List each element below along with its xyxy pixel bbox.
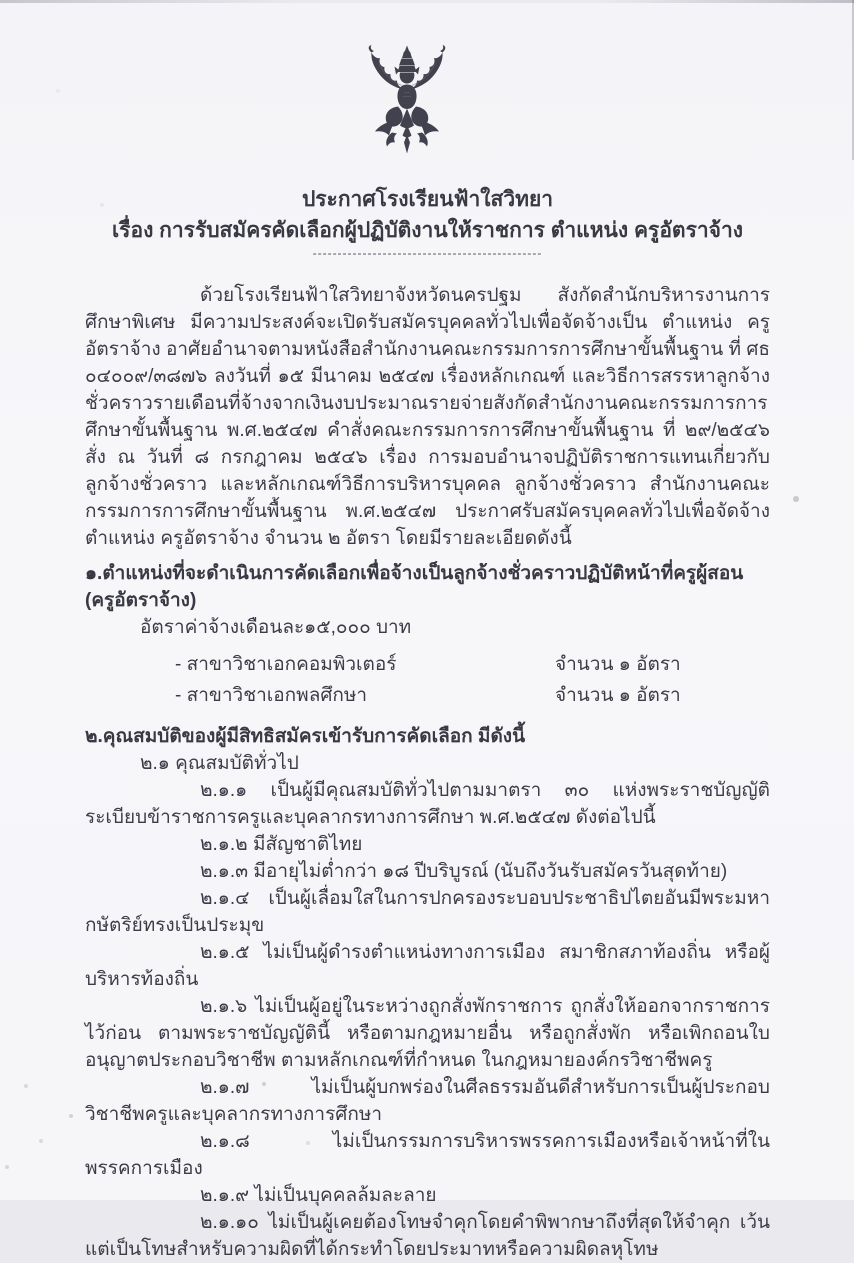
scan-edge-artifact-top	[0, 0, 854, 3]
position-major-label: - สาขาวิชาเอกคอมพิวเตอร์	[175, 654, 397, 675]
qualification-item-2-1-9: ๒.๑.๙ ไม่เป็นบุคคลล้มละลาย	[200, 1185, 437, 1206]
divider-dashes: ----------------------------------------------	[312, 246, 543, 260]
position-row-physical-education	[175, 680, 770, 711]
document-title: ประกาศโรงเรียนฟ้าใสวิทยา	[301, 188, 554, 211]
position-row-computer	[175, 649, 770, 680]
qualification-item-2-1-1: ๒.๑.๑ เป็นผู้มีคุณสมบัติทั่วไปตามมาตรา ๓๐ แห่งพระราชบัญญัติระเบียบข้าราชการครูและบุคลากรทางการศึกษา พ.ศ.๒๕๔๗ ดังต่อไปนี้	[85, 780, 770, 828]
section2-heading: ๒.คุณสมบัติของผู้มีสิทธิสมัครเข้ารับการคัดเลือก มีดังนี้	[85, 726, 526, 747]
intro-paragraph: ด้วยโรงเรียนฟ้าใสวิทยาจังหวัดนครปฐม สังกัดสำนักบริหารงานการศึกษาพิเศษ มีความประสงค์จะเปิดรับสมัครบุคคลทั่วไปเพื่อจัดจ้างเป็น ตำแหน่ง ครูอัตราจ้าง อาศัยอำนาจตามหนังสือสำนักงานคณะกรรมการการศึกษาขั้นพื้นฐาน ที่ ศธ ๐๔๐๐๙/๓๘๗๖ ลงวันที่ ๑๕ มีนาคม ๒๕๔๗ เรื่องหลักเกณฑ์ และวิธีการสรรหาลูกจ้างชั่วคราวรายเดือนที่จ้างจากเงินงบประมาณรายจ่ายสังกัดสำนักงานคณะกรรมการการศึกษาขั้นพื้นฐาน พ.ศ.๒๕๔๗ คำสั่งคณะกรรมการการศึกษาขั้นพื้นฐาน ที่ ๒๙/๒๕๔๖ สั่ง ณ วันที่ ๘ กรกฎาคม ๒๕๔๖ เรื่อง การมอบอำนาจปฏิบัติราชการแทนเกี่ยวกับลูกจ้างชั่วคราว และหลักเกณฑ์วิธีการบริหารบุคคล ลูกจ้างชั่วคราว สำนักงานคณะกรรมการการศึกษาขั้นพื้นฐาน พ.ศ.๒๕๔๗ ประกาศรับสมัครบุคคลทั่วไปเพื่อจัดจ้าง ตำแหน่ง ครูอัตราจ้าง จำนวน ๒ อัตรา โดยมีรายละเอียดดังนี้	[85, 285, 771, 549]
qualification-item-2-1-7: ๒.๑.๗ ไม่เป็นผู้บกพร่องในศีลธรรมอันดีสำหรับการเป็นผู้ประกอบวิชาชีพครูและบุคลากรทางการศึกษา	[85, 1077, 770, 1125]
scan-noise-specks	[0, 0, 2, 2]
position-count-label: จำนวน ๑ อัตรา	[555, 685, 681, 706]
qualification-item-2-1-6: ๒.๑.๖ ไม่เป็นผู้อยู่ในระหว่างถูกสั่งพักราชการ ถูกสั่งให้ออกจากราชการไว้ก่อน ตามพระราชบัญญัตินี้ หรือตามกฎหมายอื่น หรือถูกสั่งพัก หรือเพิกถอนใบอนุญาตประกอบวิชาชีพ ตามหลักเกณฑ์ที่กำหนด ในกฎหมายองค์กรวิชาชีพครู	[85, 996, 770, 1071]
qualification-item-2-1-3: ๒.๑.๓ มีอายุไม่ต่ำกว่า ๑๘ ปีบริบูรณ์ (นับถึงวันรับสมัครวันสุดท้าย)	[200, 861, 728, 882]
garuda-emblem-icon	[352, 44, 462, 180]
qualification-item-2-1-2: ๒.๑.๒ มีสัญชาติไทย	[200, 834, 363, 855]
qualification-item-2-1-5: ๒.๑.๕ ไม่เป็นผู้ดำรงตำแหน่งทางการเมือง สมาชิกสภาท้องถิ่น หรือผู้บริหารท้องถิ่น	[85, 942, 770, 990]
position-major-label: - สาขาวิชาเอกพลศึกษา	[175, 685, 368, 706]
qualification-item-2-1-4: ๒.๑.๔ เป็นผู้เลื่อมใสในการปกครองระบอบประชาธิปไตยอันมีพระมหากษัตริย์ทรงเป็นประมุข	[85, 888, 770, 936]
qualification-item-2-1-10: ๒.๑.๑๐ ไม่เป็นผู้เคยต้องโทษจำคุกโดยคำพิพากษาถึงที่สุดให้จำคุก เว้นแต่เป็นโทษสำหรับความผิดที่ได้กระทำโดยประมาทหรือความผิดลหุโทษ	[85, 1212, 770, 1260]
qualification-item-2-1-8: ๒.๑.๘ ไม่เป็นกรรมการบริหารพรรคการเมืองหรือเจ้าหน้าที่ในพรรคการเมือง	[85, 1131, 770, 1179]
position-count-label: จำนวน ๑ อัตรา	[555, 654, 681, 675]
salary-line: อัตราค่าจ้างเดือนละ๑๕,๐๐๐ บาท	[140, 617, 412, 638]
section2-sub-heading: ๒.๑ คุณสมบัติทั่วไป	[140, 753, 299, 774]
section1-heading: ๑.ตำแหน่งที่จะดำเนินการคัดเลือกเพื่อจ้างเป็นลูกจ้างชั่วคราวปฏิบัติหน้าที่ครูผู้สอน (ครูอัตราจ้าง)	[85, 563, 744, 611]
document-subject-line: เรื่อง การรับสมัครคัดเลือกผู้ปฏิบัติงานให้ราชการ ตำแหน่ง ครูอัตราจ้าง	[112, 219, 743, 242]
document-body	[85, 184, 770, 1263]
